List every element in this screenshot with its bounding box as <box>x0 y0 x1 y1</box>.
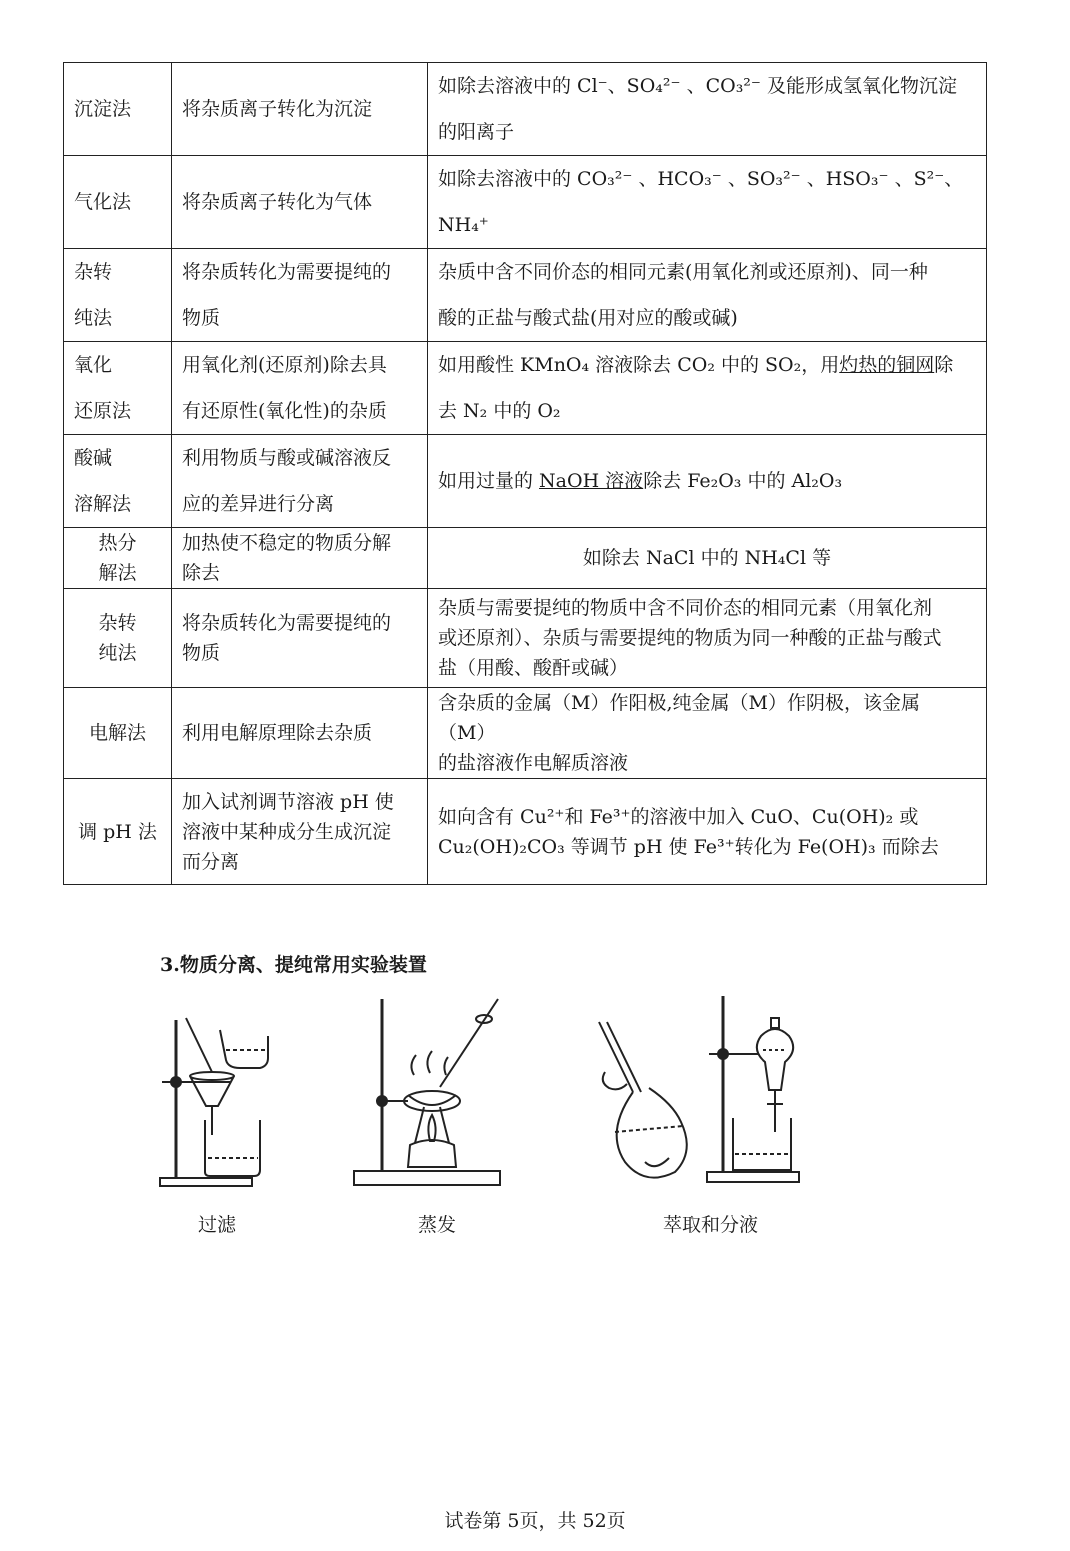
table-row <box>64 688 987 779</box>
example-cell: 如除去 NaCl 中的 NH₄Cl 等 <box>428 528 987 589</box>
example-cell: 含杂质的金属（M）作阳极,纯金属（M）作阴极，该金属（M） 的盐溶液作电解质溶液 <box>428 688 987 779</box>
principle-cell: 加入试剂调节溶液 pH 使 溶液中某种成分生成沉淀 而分离 <box>172 779 428 885</box>
evaporation-apparatus-icon <box>350 995 505 1195</box>
method-cell: 沉淀法 <box>64 63 172 156</box>
example-cell: 如除去溶液中的 Cl⁻、SO₄²⁻ 、CO₃²⁻ 及能形成氢氧化物沉淀 的阳离子 <box>428 63 987 156</box>
method-cell: 杂转 纯法 <box>64 589 172 688</box>
method-cell: 杂转 纯法 <box>64 249 172 342</box>
principle-cell: 将杂质转化为需要提纯的 物质 <box>172 589 428 688</box>
principle-cell: 将杂质离子转化为沉淀 <box>172 63 428 156</box>
principle-cell: 将杂质离子转化为气体 <box>172 156 428 249</box>
extraction-apparatus-icon <box>585 992 815 1197</box>
figure-caption-evaporation: 蒸发 <box>418 1214 457 1236</box>
example-cell: 如用过量的 NaOH 溶液除去 Fe₂O₃ 中的 Al₂O₃ <box>428 435 987 528</box>
underlined-reagent: NaOH 溶液 <box>539 470 644 492</box>
principle-cell: 利用电解原理除去杂质 <box>172 688 428 779</box>
table-row <box>64 435 987 528</box>
method-cell: 氧化 还原法 <box>64 342 172 435</box>
principle-cell: 利用物质与酸或碱溶液反 应的差异进行分离 <box>172 435 428 528</box>
underlined-reagent: 灼热的铜网 <box>839 354 935 376</box>
principle-cell: 将杂质转化为需要提纯的 物质 <box>172 249 428 342</box>
filtration-apparatus-icon <box>150 1010 280 1195</box>
table-row <box>64 589 987 688</box>
section-title: 3.物质分离、提纯常用实验装置 <box>160 954 427 976</box>
example-cell: 如除去溶液中的 CO₃²⁻ 、HCO₃⁻ 、SO₃²⁻ 、HSO₃⁻ 、S²⁻、 NH₄⁺ <box>428 156 987 249</box>
method-cell: 热分 解法 <box>64 528 172 589</box>
example-cell: 杂质中含不同价态的相同元素(用氧化剂或还原剂)、同一种 酸的正盐与酸式盐(用对应的酸或碱) <box>428 249 987 342</box>
table-row <box>64 779 987 885</box>
separation-methods-table <box>63 62 987 885</box>
table-row <box>64 342 987 435</box>
example-cell: 如用酸性 KMnO₄ 溶液除去 CO₂ 中的 SO₂，用灼热的铜网除 去 N₂ 中的 O₂ <box>428 342 987 435</box>
method-cell: 电解法 <box>64 688 172 779</box>
page-footer: 试卷第 5页，共 52页 <box>444 1510 626 1532</box>
principle-cell: 加热使不稳定的物质分解 除去 <box>172 528 428 589</box>
table-row <box>64 156 987 249</box>
figure-caption-extraction: 萃取和分液 <box>663 1214 759 1236</box>
principle-cell: 用氧化剂(还原剂)除去具 有还原性(氧化性)的杂质 <box>172 342 428 435</box>
table-row <box>64 528 987 589</box>
method-cell: 酸碱 溶解法 <box>64 435 172 528</box>
method-cell: 气化法 <box>64 156 172 249</box>
example-cell: 杂质与需要提纯的物质中含不同价态的相同元素（用氧化剂 或还原剂）、杂质与需要提纯的物质为同一种酸的正盐与酸式 盐（用酸、酸酐或碱） <box>428 589 987 688</box>
example-cell: 如向含有 Cu²⁺和 Fe³⁺的溶液中加入 CuO、Cu(OH)₂ 或 Cu₂(OH)₂CO₃ 等调节 pH 使 Fe³⁺转化为 Fe(OH)₃ 而除去 <box>428 779 987 885</box>
table-row <box>64 63 987 156</box>
method-cell: 调 pH 法 <box>64 779 172 885</box>
table-row <box>64 249 987 342</box>
figure-caption-filtration: 过滤 <box>198 1214 237 1236</box>
